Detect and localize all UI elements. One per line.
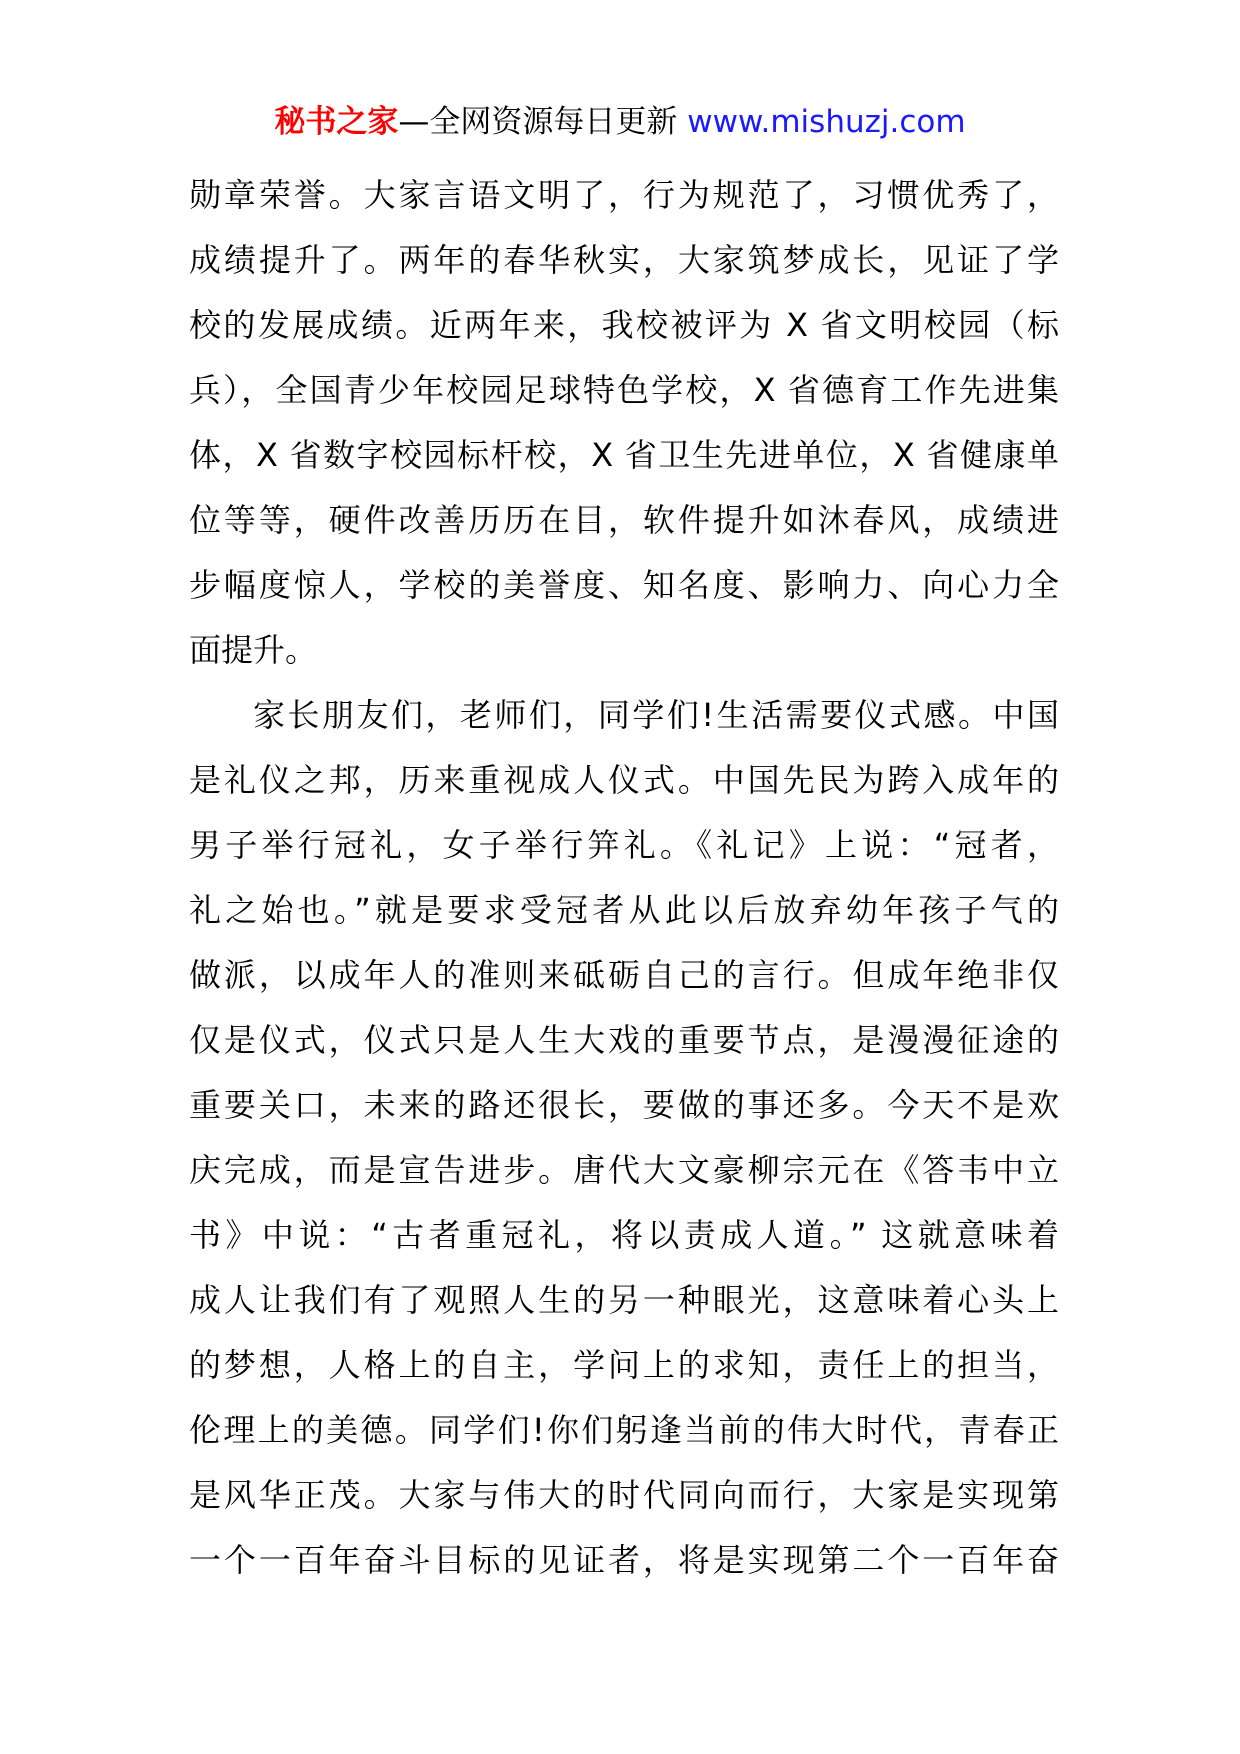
site-url-link[interactable]: www.mishuzj.com [687,104,966,140]
body-line: 位等等，硬件改善历历在目，软件提升如沐春风，成绩进 [189,501,1059,539]
site-slogan: —全网资源每日更新 [398,104,688,140]
body-line: 体，X 省数字校园标杆校，X 省卫生先进单位，X 省健康单 [189,436,1059,474]
body-line: 礼之始也。”就是要求受冠者从此以后放弃幼年孩子气的 [189,891,1059,929]
body-line: 一个一百年奋斗目标的见证者，将是实现第二个一百年奋 [189,1541,1059,1579]
body-line: 步幅度惊人，学校的美誉度、知名度、影响力、向心力全 [189,566,1059,604]
body-line: 成绩提升了。两年的春华秋实，大家筑梦成长，见证了学 [189,241,1059,279]
body-line: 男子举行冠礼，女子举行笄礼。《礼记》上说：“冠者， [189,826,1059,864]
document-body [189,163,1059,1593]
body-line: 书》中说：“古者重冠礼，将以责成人道。” 这就意味着 [189,1216,1059,1254]
body-line: 是礼仪之邦，历来重视成人仪式。中国先民为跨入成年的 [189,761,1059,799]
body-line: 校的发展成绩。近两年来，我校被评为 X 省文明校园（标 [189,306,1059,344]
body-line: 兵），全国青少年校园足球特色学校，X 省德育工作先进集 [189,371,1059,409]
body-line: 做派，以成年人的准则来砥砺自己的言行。但成年绝非仅 [189,956,1059,994]
paragraph-end-line: 面提升。 [189,631,318,669]
watermark-header [0,102,1240,142]
body-line: 伦理上的美德。同学们!你们躬逢当前的伟大时代，青春正 [189,1411,1059,1449]
body-line: 仅是仪式，仪式只是人生大戏的重要节点，是漫漫征途的 [189,1021,1059,1059]
body-line: 勋章荣誉。大家言语文明了，行为规范了，习惯优秀了， [189,176,1059,214]
body-line: 成人让我们有了观照人生的另一种眼光，这意味着心头上 [189,1281,1059,1319]
body-line: 的梦想，人格上的自主，学问上的求知，责任上的担当， [189,1346,1059,1384]
site-brand-name: 秘书之家 [274,104,399,140]
body-line: 是风华正茂。大家与伟大的时代同向而行，大家是实现第 [189,1476,1059,1514]
body-line: 庆完成，而是宣告进步。唐代大文豪柳宗元在《答韦中立 [189,1151,1059,1189]
paragraph-start-line: 家长朋友们，老师们，同学们!生活需要仪式感。中国 [253,696,1059,734]
body-line: 重要关口，未来的路还很长，要做的事还多。今天不是欢 [189,1086,1059,1124]
